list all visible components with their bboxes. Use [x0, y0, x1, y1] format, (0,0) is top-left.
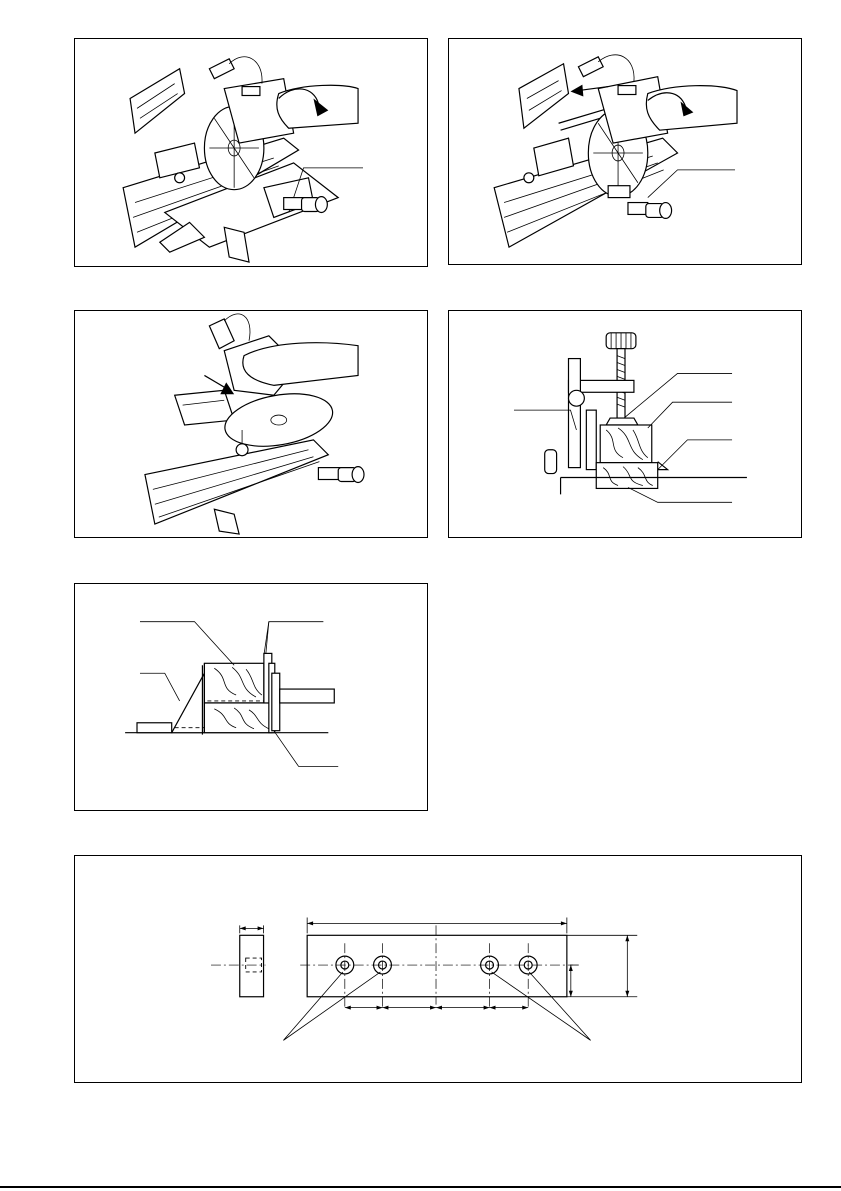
miter-saw-slide-cut-illustration	[449, 39, 801, 264]
miter-saw-press-cut-illustration	[75, 39, 427, 266]
figure-slide-cut	[448, 38, 802, 265]
vertical-vise-clamp-diagram	[449, 311, 801, 537]
aux-fence-hole-drawing	[75, 856, 801, 1082]
spacer-block-section-diagram	[75, 584, 427, 810]
miter-saw-bevel-cut-illustration	[75, 311, 427, 537]
figure-vertical-vise	[448, 310, 802, 538]
figure-spacer-block	[74, 583, 428, 811]
figure-aux-fence-drawing	[74, 855, 802, 1083]
figure-press-cut	[74, 38, 428, 267]
page-bottom-rule	[0, 1186, 841, 1188]
figure-bevel-cut	[74, 310, 428, 538]
